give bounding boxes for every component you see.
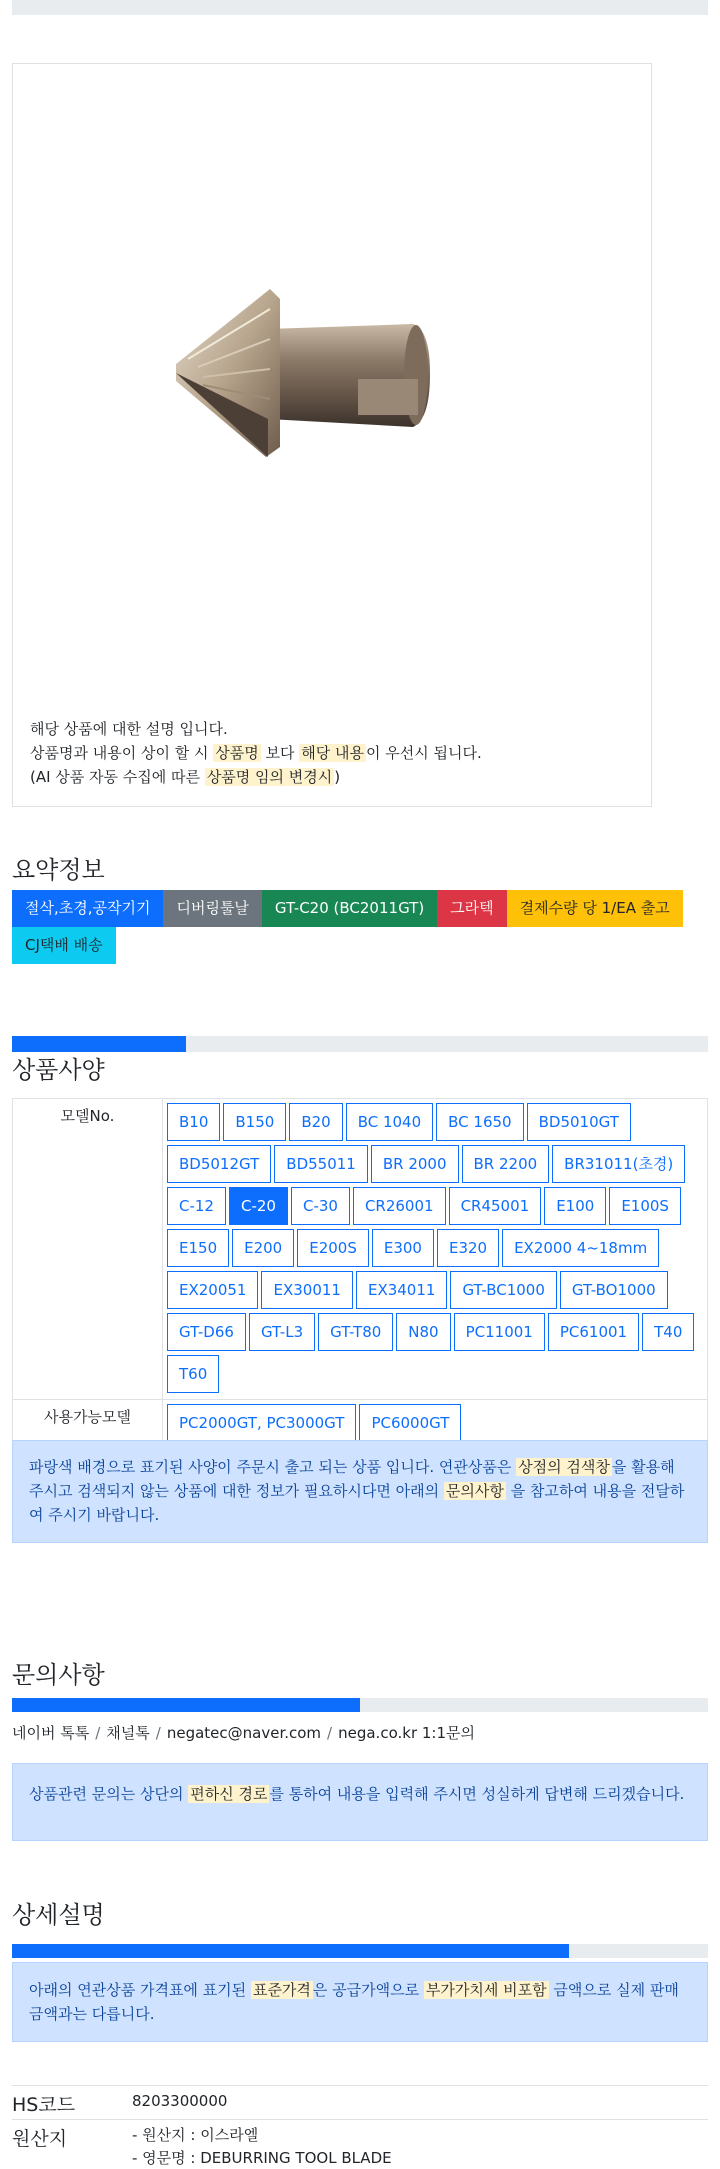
detail-notice	[12, 1962, 708, 2042]
detail-title: 상세설명	[12, 1901, 105, 1929]
top-divider-bar	[12, 0, 708, 15]
model-option-chip[interactable]: GT-T80	[318, 1313, 393, 1351]
model-option-chip[interactable]: B150	[223, 1103, 286, 1141]
model-option-chip[interactable]: EX2000 4~18mm	[502, 1229, 659, 1267]
summary-badges	[12, 890, 708, 964]
summary-badge: 결제수량 당 1/EA 출고	[507, 890, 683, 927]
summary-badge: CJ택배 배송	[12, 927, 116, 964]
notice-text: 은 공급가액으로	[312, 1981, 420, 1999]
inquiry-channel-link[interactable]: 네이버 톡톡	[12, 1724, 90, 1742]
inquiry-channels	[12, 1722, 475, 1743]
origin-value	[132, 2124, 392, 2169]
model-option-chip[interactable]: B10	[167, 1103, 220, 1141]
model-option-chip[interactable]: B20	[289, 1103, 342, 1141]
origin-english-name: - 영문명 : DEBURRING TOOL BLADE	[132, 2149, 392, 2167]
description-text: 이 우선시 됩니다.	[366, 744, 482, 762]
model-option-chip[interactable]: T40	[642, 1313, 694, 1351]
model-option-chip[interactable]: C-12	[167, 1187, 226, 1225]
compat-model-chip[interactable]: PC6000GT	[359, 1404, 461, 1442]
model-option-chip[interactable]: PC61001	[548, 1313, 639, 1351]
channel-separator: /	[327, 1724, 333, 1742]
summary-badge: 그라텍	[437, 890, 506, 927]
notice-text: 상품관련 문의는 상단의	[29, 1785, 184, 1803]
model-option-chip[interactable]: GT-D66	[167, 1313, 246, 1351]
model-option-chip[interactable]: E150	[167, 1229, 229, 1267]
product-image	[158, 269, 438, 479]
model-option-chip[interactable]: GT-BO1000	[560, 1271, 668, 1309]
channel-separator: /	[95, 1724, 101, 1742]
model-option-chip[interactable]: CR45001	[449, 1187, 542, 1225]
summary-badge: 디버링툴날	[163, 890, 261, 927]
model-option-chip[interactable]: BC 1650	[436, 1103, 523, 1141]
detail-progress-fill	[12, 1944, 569, 1958]
description-line1: 해당 상품에 대한 설명 입니다.	[30, 720, 228, 738]
product-description	[30, 717, 482, 789]
model-label: 모델No.	[13, 1099, 163, 1400]
origin-row	[12, 2119, 708, 2169]
spec-progress-bar	[12, 1036, 708, 1052]
description-text: )	[334, 768, 341, 786]
inquiry-title: 문의사항	[12, 1661, 105, 1689]
model-option-chip[interactable]: EX30011	[261, 1271, 352, 1309]
detail-progress-bar	[12, 1944, 708, 1958]
model-option-chip[interactable]: EX20051	[167, 1271, 258, 1309]
model-option-chip[interactable]: BR31011(초경)	[552, 1145, 685, 1183]
model-option-chip[interactable]: E320	[437, 1229, 499, 1267]
notice-text: 파랑색 배경으로 표기된 사양이 주문시 출고 되는 상품 입니다. 연관상품은	[29, 1458, 512, 1476]
origin-country: - 원산지 : 이스라엘	[132, 2126, 259, 2144]
model-option-chip[interactable]: T60	[167, 1355, 219, 1393]
notice-text: 를 통하여 내용을 입력해 주시면 성실하게 답변해 드리겠습니다.	[269, 1785, 685, 1803]
product-image-box	[12, 63, 652, 807]
model-chip-list	[167, 1103, 703, 1397]
description-text: (AI 상품 자동 수집에 따른	[30, 768, 201, 786]
inquiry-channel-link[interactable]: negatec@naver.com	[166, 1724, 322, 1742]
highlight-name-change: 상품명 임의 변경시	[206, 768, 333, 786]
origin-label: 원산지	[12, 2128, 68, 2150]
model-option-chip[interactable]: E200	[232, 1229, 294, 1267]
compat-label: 사용가능모델	[13, 1400, 163, 1449]
notice-text: 을 활용해 주시고 검색되지 않는 상품에 대한 정보가 필요하시다면 아래의	[29, 1458, 675, 1500]
model-options	[163, 1099, 708, 1400]
model-option-chip[interactable]: E100S	[609, 1187, 681, 1225]
description-text: 보다	[265, 744, 295, 762]
highlight-standard-price: 표준가격	[252, 1981, 311, 1999]
model-option-chip[interactable]: BR 2000	[371, 1145, 459, 1183]
inquiry-progress-fill	[12, 1698, 360, 1712]
summary-badge: 절삭,초경,공작기기	[12, 890, 163, 927]
highlight-content: 해당 내용	[301, 744, 365, 762]
summary-title: 요약정보	[12, 856, 105, 884]
model-option-chip[interactable]: N80	[396, 1313, 450, 1351]
model-option-chip[interactable]: E200S	[297, 1229, 369, 1267]
model-option-chip[interactable]: GT-BC1000	[450, 1271, 556, 1309]
model-option-chip[interactable]: BD5012GT	[167, 1145, 271, 1183]
hs-code-value: 8203300000	[132, 2092, 228, 2110]
notice-text: 금액으로 실제 판매금액과는 다릅니다.	[29, 1981, 679, 2023]
inquiry-channel-link[interactable]: nega.co.kr 1:1문의	[338, 1724, 475, 1742]
inquiry-progress-bar	[12, 1698, 708, 1712]
description-text: 상품명과 내용이 상이 할 시	[30, 744, 209, 762]
highlight-vat: 부가가치세 비포함	[425, 1981, 547, 1999]
model-option-chip[interactable]: BC 1040	[346, 1103, 433, 1141]
compat-model-chip[interactable]: PC2000GT, PC3000GT	[167, 1404, 356, 1442]
channel-separator: /	[155, 1724, 161, 1742]
highlight-inquiry: 문의사항	[445, 1482, 504, 1500]
spec-table	[12, 1098, 708, 1449]
inquiry-channel-link[interactable]: 채널톡	[106, 1724, 150, 1742]
model-option-chip[interactable]: BD5010GT	[527, 1103, 631, 1141]
notice-text: 을 참고하여 내용을 전달하여 주시기 바랍니다.	[29, 1482, 685, 1524]
inquiry-notice	[12, 1763, 708, 1841]
spec-row-models	[13, 1099, 708, 1400]
model-option-chip[interactable]: CR26001	[353, 1187, 446, 1225]
spec-title: 상품사양	[12, 1056, 105, 1084]
model-option-chip[interactable]: C-30	[291, 1187, 350, 1225]
model-option-chip[interactable]: EX34011	[356, 1271, 447, 1309]
model-option-chip[interactable]: BR 2200	[462, 1145, 550, 1183]
hs-code-label: HS코드	[12, 2094, 76, 2116]
highlight-channel: 편하신 경로	[190, 1785, 268, 1803]
model-option-chip[interactable]: PC11001	[454, 1313, 545, 1351]
model-option-chip[interactable]: GT-L3	[249, 1313, 315, 1351]
notice-text: 아래의 연관상품 가격표에 표기된	[29, 1981, 247, 1999]
highlight-product-name: 상품명	[215, 744, 259, 762]
model-option-chip[interactable]: BD55011	[274, 1145, 368, 1183]
model-option-chip[interactable]: C-20	[229, 1187, 288, 1225]
highlight-search: 상점의 검색창	[518, 1458, 610, 1476]
model-option-chip[interactable]: E300	[372, 1229, 434, 1267]
hs-code-row	[12, 2085, 708, 2119]
model-option-chip[interactable]: E100	[544, 1187, 606, 1225]
spec-notice	[12, 1440, 708, 1543]
summary-badge: GT-C20 (BC2011GT)	[262, 890, 437, 927]
